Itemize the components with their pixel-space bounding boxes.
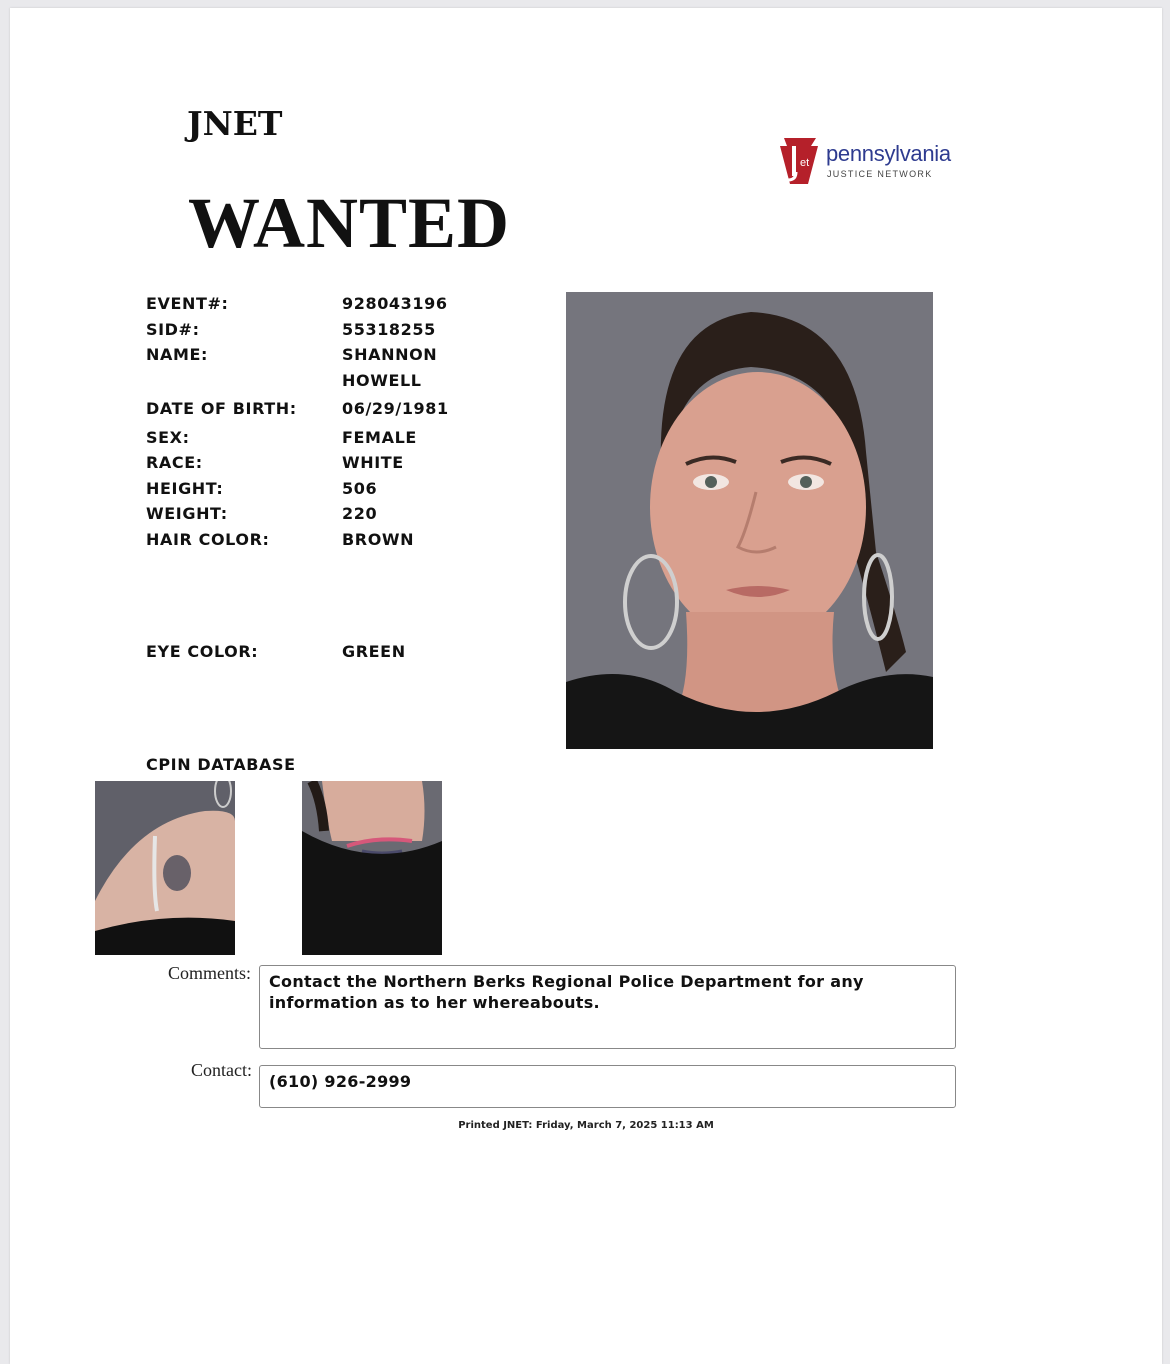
logo-wordmark: pennsylvania [826, 141, 951, 166]
event-number-label: EVENT#: [146, 294, 229, 313]
keystone-logo-icon [778, 136, 822, 186]
tattoo-photo-neck [302, 781, 442, 955]
cpin-database-heading: CPIN DATABASE [146, 755, 296, 774]
printed-timestamp: Printed JNET: Friday, March 7, 2025 11:13 AM [458, 1120, 714, 1131]
eye-color-value: GREEN [342, 642, 406, 661]
sid-value: 55318255 [342, 320, 436, 339]
wanted-poster-page [10, 8, 1162, 1364]
hair-color-value: BROWN [342, 530, 415, 549]
sex-label: SEX: [146, 428, 190, 447]
dob-value: 06/29/1981 [342, 399, 449, 418]
sex-value: FEMALE [342, 428, 417, 447]
subject-mugshot-photo [566, 292, 933, 749]
name-value-line2: HOWELL [342, 371, 422, 390]
race-label: RACE: [146, 453, 203, 472]
height-value: 506 [342, 479, 378, 498]
name-label: NAME: [146, 345, 209, 364]
name-value-line1: SHANNON [342, 345, 438, 364]
wanted-title: WANTED [188, 183, 511, 263]
svg-text:et: et [800, 157, 810, 169]
comments-label: Comments: [168, 963, 252, 983]
pa-justice-network-logo [778, 136, 958, 186]
weight-value: 220 [342, 504, 378, 523]
sid-label: SID#: [146, 320, 200, 339]
hair-color-label: HAIR COLOR: [146, 530, 270, 549]
agency-title: JNET [187, 104, 283, 143]
dob-label: DATE OF BIRTH: [146, 399, 297, 418]
race-value: WHITE [342, 453, 404, 472]
event-number-value: 928043196 [342, 294, 448, 313]
weight-label: WEIGHT: [146, 504, 228, 523]
height-label: HEIGHT: [146, 479, 224, 498]
logo-subtitle: JUSTICE NETWORK [827, 169, 933, 179]
eye-color-label: EYE COLOR: [146, 642, 259, 661]
tattoo-photo-shoulder [95, 781, 235, 955]
contact-field: (610) 926-2999 [259, 1065, 956, 1108]
contact-label: Contact: [191, 1060, 252, 1080]
comments-field: Contact the Northern Berks Regional Police Department for any information as to her whereabouts. [259, 965, 956, 1049]
